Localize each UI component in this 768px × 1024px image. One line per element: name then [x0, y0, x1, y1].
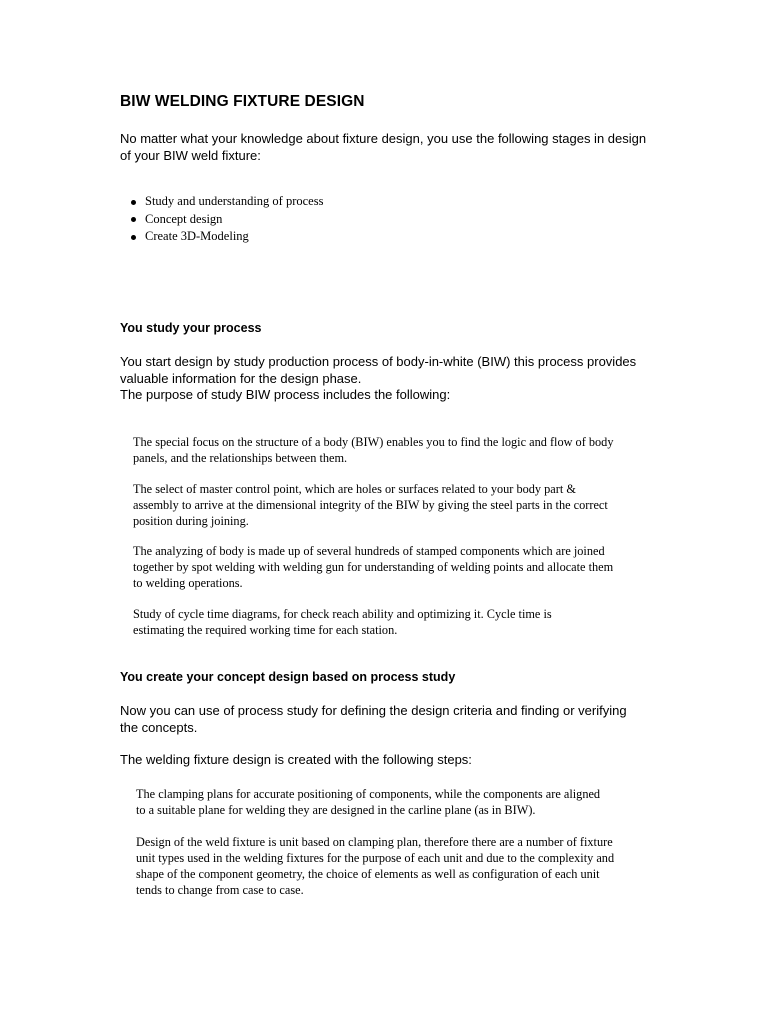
- process-point-3: The analyzing of body is made up of several hundreds of stamped components which are joined together by spot welding with welding gun for understanding of welding points and allocate them to welding operations.: [133, 544, 614, 590]
- section-heading-concept: You create your concept design based on process study: [120, 670, 456, 684]
- bullet-icon: [131, 235, 136, 240]
- process-paragraph: You start design by study production process of body-in-white (BIW) this process provides valuable information for the design phase.: [120, 354, 637, 386]
- process-point-2: The select of master control point, which are holes or surfaces related to your body part & assembly to arrive at the dimensional integrity of the BIW by giving the steel parts in the correct position during joining.: [133, 482, 608, 528]
- bullet-icon: [131, 217, 136, 222]
- concept-point-1: The clamping plans for accurate positioning of components, while the components are aligned to a suitable plane for welding they are designed in the carline plane (as in BIW).: [136, 787, 601, 817]
- intro-paragraph: No matter what your knowledge about fixture design, you use the following stages in design of your BIW weld fixture:: [120, 131, 647, 163]
- section-heading-process: You study your process: [120, 321, 262, 335]
- purpose-paragraph: The purpose of study BIW process includes the following:: [120, 387, 451, 402]
- concept-paragraph: Now you can use of process study for defining the design criteria and finding or verifying the concepts.: [120, 703, 627, 735]
- steps-paragraph: The welding fixture design is created with the following steps:: [120, 752, 472, 767]
- stages-list: [130, 193, 323, 246]
- list-item: Concept design: [130, 211, 323, 229]
- process-point-1: The special focus on the structure of a body (BIW) enables you to find the logic and flow of body panels, and the relationships between them.: [133, 435, 614, 465]
- process-point-4: Study of cycle time diagrams, for check reach ability and optimizing it. Cycle time is estimating the required working time for each station.: [133, 607, 552, 637]
- concept-point-2: Design of the weld fixture is unit based on clamping plan, therefore there are a number of fixture unit types used in the welding fixtures for the purpose of each unit and due to the complexity and shape of the component geometry, the choice of elements as well as configuration of each unit tends to change from case to case.: [136, 835, 615, 897]
- bullet-icon: [131, 200, 136, 205]
- list-item: Study and understanding of process: [130, 193, 323, 211]
- list-item: Create 3D-Modeling: [130, 228, 323, 246]
- document-title: BIW WELDING FIXTURE DESIGN: [120, 93, 365, 110]
